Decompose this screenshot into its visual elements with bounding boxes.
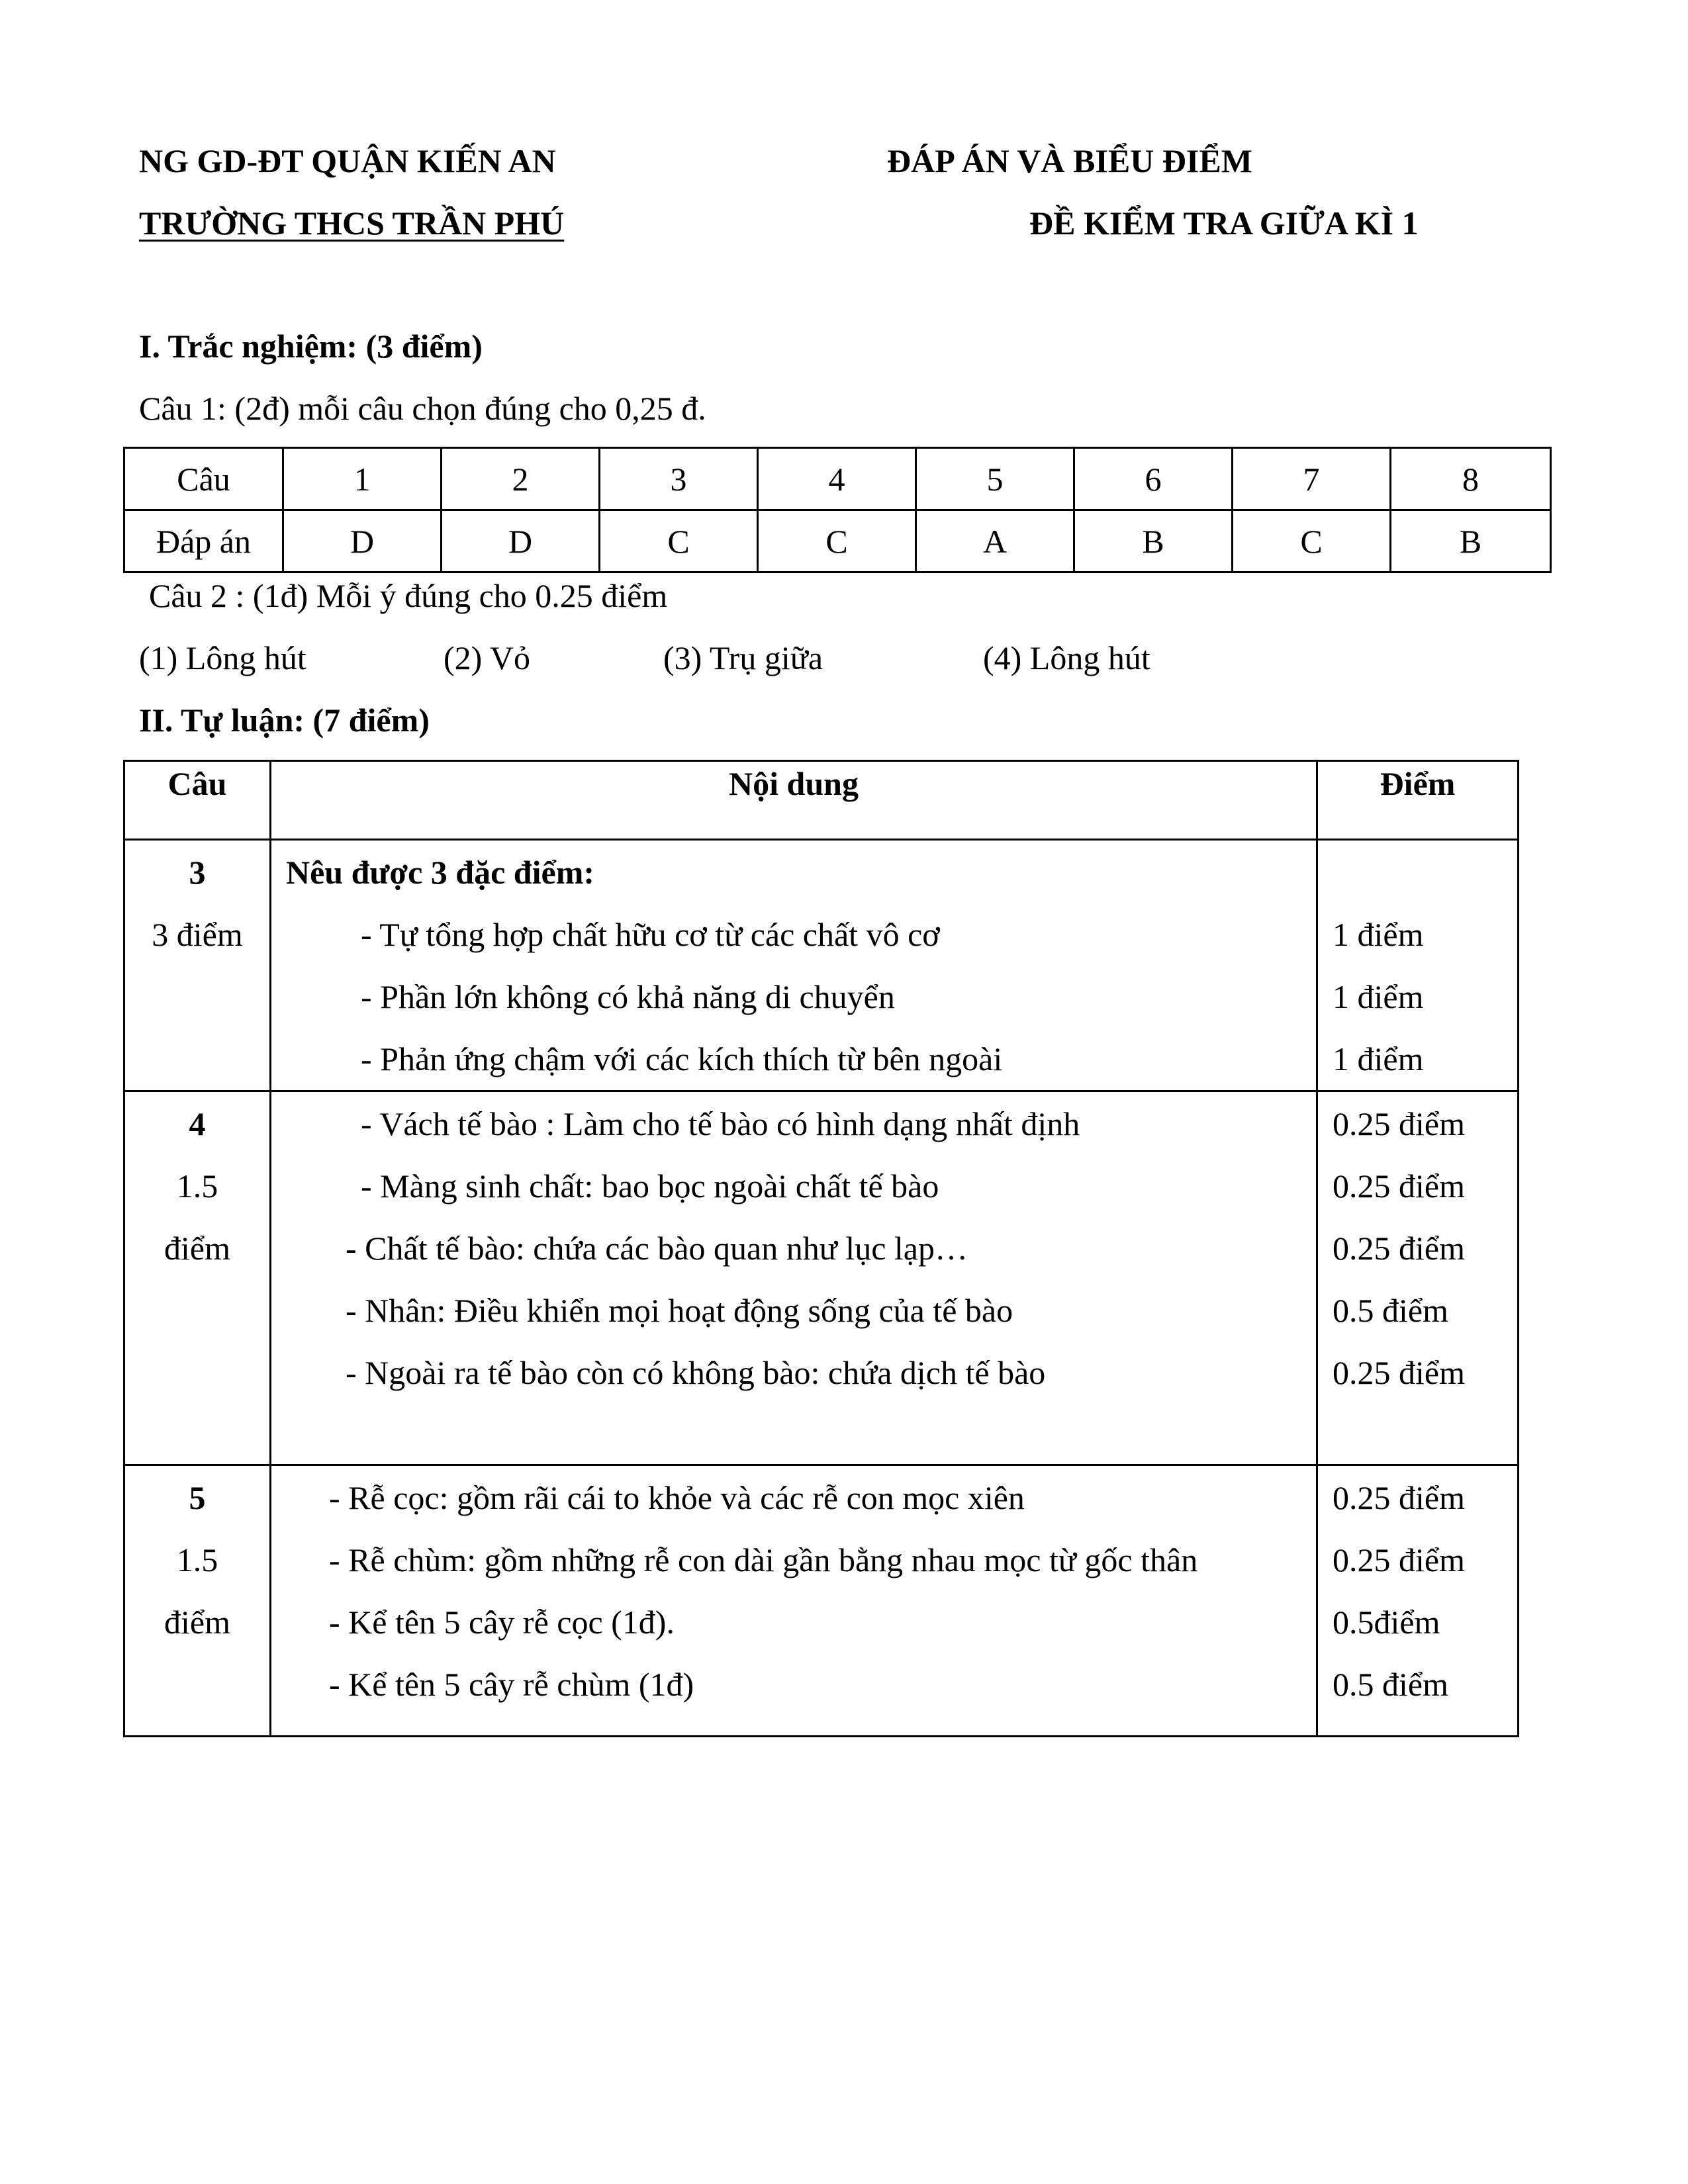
answer-table-label-dapan: Đáp án: [124, 510, 283, 572]
essay-row-5-points: 1.5: [176, 1541, 218, 1578]
essay-row-3-score: 1 điểm: [1333, 916, 1424, 953]
q2-answer-3: (3) Trụ giữa: [663, 639, 823, 676]
essay-row-4-item: - Chất tế bào: chứa các bào quan như lục lạp…: [346, 1230, 968, 1267]
essay-header-noidung: Nội dung: [271, 761, 1317, 840]
q2-answer-1: (1) Lông hút: [139, 639, 306, 676]
essay-row-5-score: 0.25 điểm: [1333, 1541, 1465, 1578]
section2-title: II. Tự luận: (7 điểm): [139, 702, 430, 739]
essay-row-3-content: [271, 840, 1317, 1091]
essay-row-4-item: - Ngoài ra tế bào còn có không bào: chứa dịch tế bào: [346, 1354, 1046, 1391]
answer-table-row-answers: [124, 510, 1551, 572]
essay-row-4-score: 0.5 điểm: [1333, 1292, 1448, 1329]
essay-row-5-item: - Rễ cọc: gồm rãi cái to khỏe và các rễ con mọc xiên: [329, 1479, 1025, 1516]
essay-table: [123, 760, 1519, 1737]
essay-row-5-item: - Kể tên 5 cây rễ cọc (1đ).: [329, 1604, 675, 1641]
essay-row-3-score: 1 điểm: [1333, 1040, 1424, 1077]
essay-row-3-scores: [1317, 840, 1519, 1091]
answer-table-num: 3: [600, 448, 758, 510]
essay-row-5-scores: [1317, 1465, 1519, 1737]
answer-table-answer: C: [600, 510, 758, 572]
essay-row-4: [124, 1091, 1519, 1465]
answer-table-answer: A: [916, 510, 1074, 572]
essay-row-3-item: - Phần lớn không có khả năng di chuyển: [361, 978, 895, 1015]
answer-table-num: 7: [1233, 448, 1391, 510]
essay-row-4-content: [271, 1091, 1317, 1465]
q2-answer-4: (4) Lông hút: [983, 639, 1150, 676]
q2-intro: Câu 2 : (1đ) Mỗi ý đúng cho 0.25 điểm: [149, 577, 668, 614]
essay-row-3-label: [124, 840, 271, 1091]
answer-table-num: 5: [916, 448, 1074, 510]
q2-answer-2: (2) Vỏ: [444, 639, 531, 676]
essay-row-4-scores: [1317, 1091, 1519, 1465]
header-department: NG GD-ĐT QUẬN KIẾN AN: [139, 142, 556, 179]
answer-table-answer: B: [1391, 510, 1551, 572]
essay-row-3-score: 1 điểm: [1333, 978, 1424, 1015]
essay-row-5-points-unit: điểm: [164, 1604, 230, 1641]
essay-row-5-label: [124, 1465, 271, 1737]
essay-row-4-score: 0.25 điểm: [1333, 1354, 1465, 1391]
essay-table-header: [124, 761, 1519, 840]
essay-row-4-points-unit: điểm: [164, 1230, 230, 1267]
essay-row-5: [124, 1465, 1519, 1737]
answer-table-label-cau: Câu: [124, 448, 283, 510]
essay-header-diem: Điểm: [1317, 761, 1519, 840]
essay-row-4-label: [124, 1091, 271, 1465]
q1-intro: Câu 1: (2đ) mỗi câu chọn đúng cho 0,25 đ.: [139, 390, 706, 427]
header-title: ĐÁP ÁN VÀ BIỂU ĐIỂM: [887, 142, 1252, 179]
essay-row-4-item: - Vách tế bào : Làm cho tế bào có hình dạng nhất định: [361, 1105, 1080, 1142]
essay-row-4-item: - Màng sinh chất: bao bọc ngoài chất tế bào: [361, 1167, 939, 1205]
essay-row-3-points: 3 điểm: [152, 916, 243, 953]
essay-row-4-num: 4: [189, 1105, 206, 1142]
answer-table-answer: B: [1074, 510, 1233, 572]
essay-row-3-item: - Tự tổng hợp chất hữu cơ từ các chất vô cơ: [361, 916, 940, 953]
essay-row-4-item: - Nhân: Điều khiển mọi hoạt động sống của tế bào: [346, 1292, 1013, 1329]
essay-row-5-score: 0.5 điểm: [1333, 1666, 1448, 1703]
header-school: TRƯỜNG THCS TRẦN PHÚ: [139, 205, 565, 242]
essay-row-3-item: - Phản ứng chậm với các kích thích từ bên ngoài: [361, 1040, 1003, 1077]
essay-row-3-heading: Nêu được 3 đặc điểm:: [286, 854, 594, 891]
essay-row-5-score: 0.25 điểm: [1333, 1479, 1465, 1516]
essay-row-4-points: 1.5: [176, 1167, 218, 1205]
essay-row-4-score: 0.25 điểm: [1333, 1167, 1465, 1205]
answer-table-num: 1: [283, 448, 442, 510]
answer-table-answer: C: [758, 510, 916, 572]
essay-row-5-content: [271, 1465, 1317, 1737]
answer-table-answer: D: [283, 510, 442, 572]
header-subtitle: ĐỀ KIỂM TRA GIỮA KÌ 1: [1029, 205, 1419, 242]
answer-table-row-numbers: [124, 448, 1551, 510]
essay-row-3: [124, 840, 1519, 1091]
essay-row-5-item: - Rễ chùm: gồm những rễ con dài gần bằng nhau mọc từ gốc thân: [329, 1541, 1198, 1578]
essay-header-cau: Câu: [124, 761, 271, 840]
essay-row-4-score: 0.25 điểm: [1333, 1230, 1465, 1267]
answer-table-num: 4: [758, 448, 916, 510]
essay-row-5-num: 5: [189, 1479, 206, 1516]
answer-table-answer: D: [442, 510, 600, 572]
essay-row-4-score: 0.25 điểm: [1333, 1105, 1465, 1142]
answer-table-num: 8: [1391, 448, 1551, 510]
answer-table: [123, 447, 1552, 573]
answer-table-num: 6: [1074, 448, 1233, 510]
answer-table-answer: C: [1233, 510, 1391, 572]
essay-row-5-item: - Kể tên 5 cây rễ chùm (1đ): [329, 1666, 694, 1703]
essay-row-3-num: 3: [189, 854, 206, 891]
essay-row-5-score: 0.5điểm: [1333, 1604, 1440, 1641]
answer-table-num: 2: [442, 448, 600, 510]
section1-title: I. Trắc nghiệm: (3 điểm): [139, 328, 483, 365]
